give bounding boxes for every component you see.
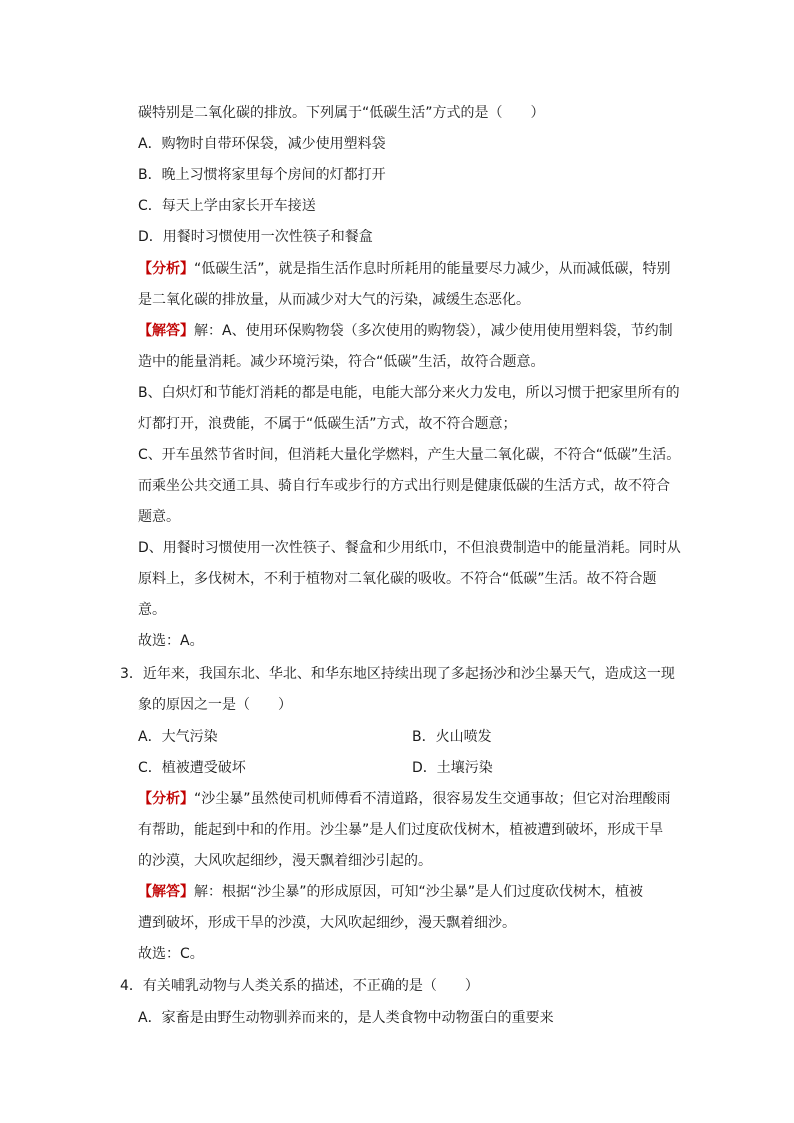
q3-answer-line: 【解答】解：根据“沙尘暴”的形成原因，可知“沙尘暴”是人们过度砍伐树木，植被 — [138, 884, 644, 900]
q2-answer-line: 意。 — [138, 602, 166, 618]
q2-option-b: B．晚上习惯将家里每个房间的灯都打开 — [138, 167, 386, 183]
q2-answer-line: 灯都打开，浪费能，不属于“低碳生活”方式，故不符合题意； — [138, 416, 517, 432]
answer-tag: 【解答】 — [138, 323, 194, 339]
q3-option-d: D．土壤污染 — [412, 760, 493, 776]
q3-stem: 象的原因之一是（ ） — [138, 697, 292, 713]
q2-stem: 碳特别是二氧化碳的排放。下列属于“低碳生活”方式的是（ ） — [138, 105, 545, 121]
q2-answer-line: 题意。 — [138, 509, 180, 525]
q2-analysis-line: 是二氧化碳的排放量，从而减少对大气的污染，减缓生态恶化。 — [138, 292, 530, 308]
q2-analysis-line: 【分析】“低碳生活”，就是指生活作息时所耗用的能量要尽力减少，从而减低碳，特别 — [138, 261, 671, 277]
q4-option-a: A．家畜是由野生动物驯养而来的，是人类食物中动物蛋白的重要来 — [138, 1010, 554, 1026]
q2-answer-line: D、用餐时习惯使用一次性筷子、餐盒和少用纸巾，不但浪费制造中的能量消耗。同时从 — [138, 540, 681, 556]
analysis-tag: 【分析】 — [138, 791, 194, 807]
q3-choice: 故选：C。 — [138, 946, 204, 962]
q2-answer-line: 原料上，多伐树木，不利于植物对二氧化碳的吸收。不符合“低碳”生活。故不符合题 — [138, 571, 657, 587]
q2-option-c: C．每天上学由家长开车接送 — [138, 198, 316, 214]
answer-tag: 【解答】 — [138, 884, 194, 900]
q3-stem: 3．近年来，我国东北、华北、和华东地区持续出现了多起扬沙和沙尘暴天气，造成这一现 — [120, 666, 675, 682]
q2-choice: 故选：A。 — [138, 633, 204, 649]
q2-option-a: A．购物时自带环保袋，减少使用塑料袋 — [138, 136, 386, 152]
q3-analysis-line: 有帮助，能起到中和的作用。沙尘暴”是人们过度砍伐树木，植被遭到破坏，形成干旱 — [138, 822, 664, 838]
q2-answer-line: 【解答】解：A、使用环保购物袋（多次使用的购物袋），减少使用使用塑料袋，节约制 — [138, 323, 673, 339]
q3-option-a: A．大气污染 — [138, 729, 218, 745]
q3-option-c: C．植被遭受破坏 — [138, 760, 246, 776]
q3-analysis-line: 的沙漠，大风吹起细纱，漫天飘着细沙引起的。 — [138, 853, 432, 869]
q2-answer-line: 造中的能量消耗。减少环境污染，符合“低碳”生活，故符合题意。 — [138, 354, 545, 370]
analysis-tag: 【分析】 — [138, 261, 194, 277]
q3-analysis-line: 【分析】“沙尘暴”虽然使司机师傅看不清道路，很容易发生交通事故；但它对治理酸雨 — [138, 791, 671, 807]
q2-option-d: D．用餐时习惯使用一次性筷子和餐盒 — [138, 229, 373, 245]
q3-answer-line: 遭到破坏，形成干旱的沙漠，大风吹起细纱，漫天飘着细沙。 — [138, 915, 516, 931]
q2-answer-line: C、开车虽然节省时间，但消耗大量化学燃料，产生大量二氧化碳，不符合“低碳”生活。 — [138, 447, 681, 463]
q3-option-b: B．火山喷发 — [412, 729, 492, 745]
q2-answer-line: 而乘坐公共交通工具、骑自行车或步行的方式出行则是健康低碳的生活方式，故不符合 — [138, 478, 670, 494]
q2-answer-line: B、白炽灯和节能灯消耗的都是电能，电能大部分来火力发电，所以习惯于把家里所有的 — [138, 385, 680, 401]
q4-stem: 4．有关哺乳动物与人类关系的描述，不正确的是（ ） — [120, 978, 479, 994]
